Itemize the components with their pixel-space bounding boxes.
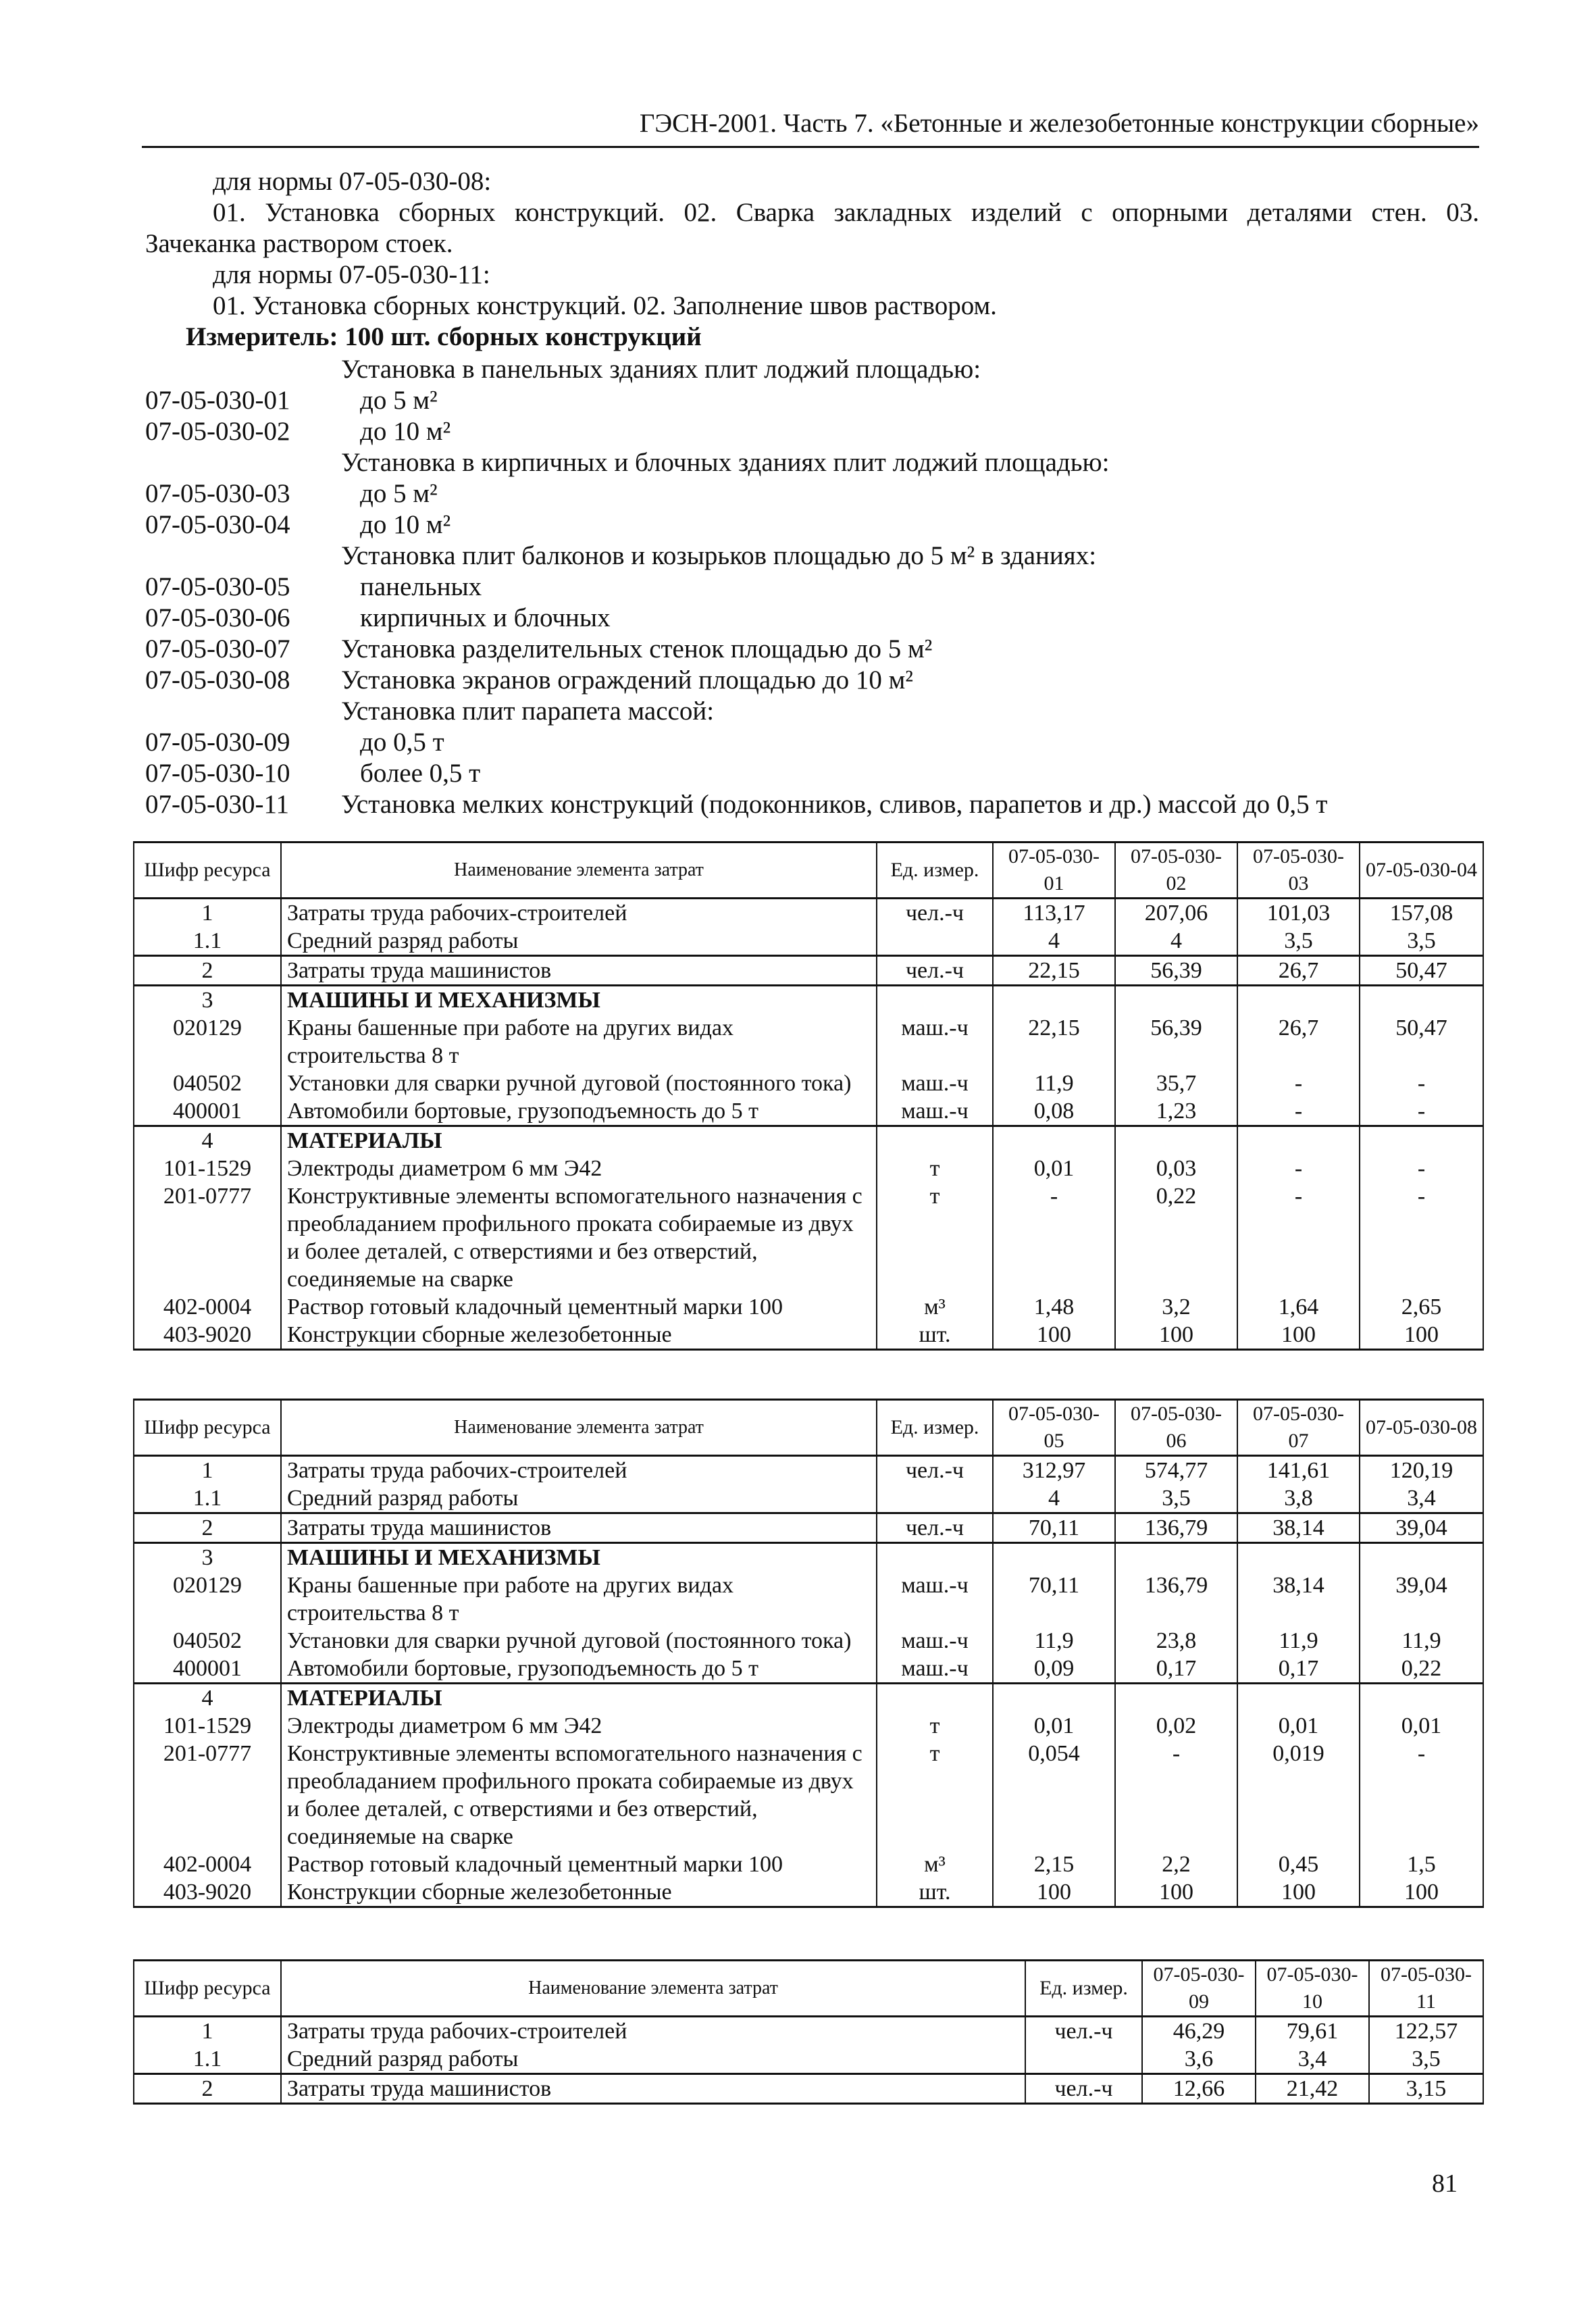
header-unit: Ед. измер. — [877, 1400, 993, 1456]
resource-code: 2 — [134, 956, 281, 986]
table-row — [134, 1571, 1483, 1627]
resource-code: 101-1529 — [134, 1712, 281, 1740]
resource-value: 312,97 — [993, 1456, 1115, 1485]
resource-code: 403-9020 — [134, 1878, 281, 1907]
norm-ref-line: для нормы 07-05-030-11: — [213, 260, 490, 289]
work-steps-continuation: Зачеканка раствором стоек. — [145, 229, 453, 258]
norm-group-title: Установка в панельных зданиях плит лоджий площадью: — [341, 355, 981, 384]
resource-value: 79,61 — [1256, 2017, 1369, 2046]
resource-name: Краны башенные при работе на других видах строительства 8 т — [281, 1014, 877, 1070]
table-row — [134, 927, 1483, 956]
resource-value — [1360, 1543, 1483, 1572]
header-norm-code: 07-05-030-07 — [1237, 1400, 1360, 1456]
norm-title: Установка разделительных стенок площадью до 5 м² — [341, 634, 933, 663]
resource-value: 100 — [1115, 1878, 1237, 1907]
resource-value: 12,66 — [1142, 2074, 1256, 2104]
resource-value: 39,04 — [1360, 1571, 1483, 1627]
resource-value — [993, 1543, 1115, 1572]
norm-row — [145, 509, 1479, 540]
norm-row — [145, 478, 1479, 509]
norm-title: Установка экранов ограждений площадью до 10 м² — [341, 665, 913, 695]
table-row — [134, 1543, 1483, 1572]
resource-value: 2,65 — [1360, 1293, 1483, 1321]
norm-code: 07-05-030-01 — [145, 386, 290, 415]
header-norm-code: 07-05-030-01 — [993, 842, 1115, 899]
resource-value: 100 — [1237, 1878, 1360, 1907]
resource-name: Электроды диаметром 6 мм Э42 — [281, 1712, 877, 1740]
resource-value: 3,5 — [1360, 927, 1483, 956]
table-row — [134, 1627, 1483, 1655]
resource-value: 1,23 — [1115, 1097, 1237, 1126]
norm-group-title: Установка плит балконов и козырьков площадью до 5 м² в зданиях: — [341, 541, 1097, 570]
norm-row — [145, 634, 1479, 665]
table-row — [134, 2074, 1483, 2104]
resource-value — [1115, 1543, 1237, 1572]
resource-value: 0,22 — [1360, 1655, 1483, 1684]
resource-value: 56,39 — [1115, 956, 1237, 986]
resource-value: 3,4 — [1360, 1484, 1483, 1513]
resource-value: 574,77 — [1115, 1456, 1237, 1485]
resource-value: - — [1360, 1740, 1483, 1851]
norm-title: до 10 м² — [360, 510, 451, 539]
resource-unit: т — [877, 1712, 993, 1740]
resource-value: 0,02 — [1115, 1712, 1237, 1740]
resource-value: 70,11 — [993, 1513, 1115, 1543]
norm-title: до 5 м² — [360, 386, 438, 415]
resource-value: 0,17 — [1237, 1655, 1360, 1684]
resource-value: 100 — [1360, 1878, 1483, 1907]
resource-code: 201-0777 — [134, 1182, 281, 1293]
resource-value: 101,03 — [1237, 899, 1360, 928]
resource-value: 1,5 — [1360, 1851, 1483, 1878]
resource-name: МАШИНЫ И МЕХАНИЗМЫ — [281, 986, 877, 1015]
resource-unit — [1025, 2045, 1142, 2074]
table-row — [134, 1321, 1483, 1350]
resource-value: 136,79 — [1115, 1513, 1237, 1543]
norm-title: до 0,5 т — [360, 728, 444, 757]
running-header: ГЭСН-2001. Часть 7. «Бетонные и железобетонные конструкции сборные» — [639, 109, 1479, 138]
resource-name: Средний разряд работы — [281, 1484, 877, 1513]
resource-name: Установки для сварки ручной дуговой (постоянного тока) — [281, 1070, 877, 1097]
resource-code: 3 — [134, 986, 281, 1015]
norm-row — [145, 696, 1479, 727]
resource-unit — [877, 1126, 993, 1155]
header-norm-code: 07-05-030-03 — [1237, 842, 1360, 899]
resource-name: Автомобили бортовые, грузоподъемность до 5 т — [281, 1097, 877, 1126]
resource-value: 3,15 — [1369, 2074, 1483, 2104]
norm-title: Установка мелких конструкций (подоконников, сливов, парапетов и др.) массой до 0,5 т — [341, 790, 1328, 819]
header-name: Наименование элемента затрат — [281, 1400, 877, 1456]
resource-value: 100 — [1115, 1321, 1237, 1350]
resource-name: Затраты труда машинистов — [281, 956, 877, 986]
resource-value: 23,8 — [1115, 1627, 1237, 1655]
resource-value: 0,01 — [993, 1155, 1115, 1182]
resource-code: 400001 — [134, 1655, 281, 1684]
resource-name: Затраты труда рабочих-строителей — [281, 1456, 877, 1485]
resource-value: 0,45 — [1237, 1851, 1360, 1878]
resource-name: Затраты труда рабочих-строителей — [281, 2017, 1025, 2046]
norm-group-title: Установка в кирпичных и блочных зданиях плит лоджий площадью: — [341, 448, 1110, 477]
measure-unit: Измеритель: 100 шт. сборных конструкций — [186, 322, 702, 351]
resource-value — [1115, 1126, 1237, 1155]
resource-value: 2,15 — [993, 1851, 1115, 1878]
resource-unit: чел.-ч — [877, 899, 993, 928]
norm-row — [145, 665, 1479, 696]
norm-row — [145, 727, 1479, 758]
resource-code: 2 — [134, 1513, 281, 1543]
norm-title: до 5 м² — [360, 479, 438, 508]
resource-value: 3,5 — [1115, 1484, 1237, 1513]
resource-code: 201-0777 — [134, 1740, 281, 1851]
resource-table-1 — [133, 841, 1484, 1351]
resource-value: - — [1115, 1740, 1237, 1851]
resource-name: МАТЕРИАЛЫ — [281, 1684, 877, 1713]
resource-value: 0,054 — [993, 1740, 1115, 1851]
resource-name: Конструкции сборные железобетонные — [281, 1321, 877, 1350]
header-code: Шифр ресурса — [134, 1961, 281, 2017]
resource-code: 1 — [134, 1456, 281, 1485]
table-row — [134, 1456, 1483, 1485]
resource-table-3 — [133, 1959, 1484, 2105]
resource-value — [1115, 986, 1237, 1015]
resource-name: Конструктивные элементы вспомогательного назначения с преобладанием профильного проката собираемые из двух и более деталей, с отверстиями и без отверстий, соединяемые на сварке — [281, 1182, 877, 1293]
resource-value: - — [1360, 1070, 1483, 1097]
resource-value: 35,7 — [1115, 1070, 1237, 1097]
resource-value: 3,8 — [1237, 1484, 1360, 1513]
norm-row — [145, 789, 1479, 820]
resource-value — [1360, 986, 1483, 1015]
header-norm-code: 07-05-030-11 — [1369, 1961, 1483, 2017]
resource-value: 1,48 — [993, 1293, 1115, 1321]
table-row — [134, 899, 1483, 928]
resource-code: 1.1 — [134, 2045, 281, 2074]
resource-code: 2 — [134, 2074, 281, 2104]
resource-value — [1115, 1684, 1237, 1713]
resource-value: - — [1360, 1155, 1483, 1182]
resource-value: 0,09 — [993, 1655, 1115, 1684]
table-row — [134, 986, 1483, 1015]
resource-value — [1360, 1684, 1483, 1713]
resource-value: 3,2 — [1115, 1293, 1237, 1321]
resource-unit: маш.-ч — [877, 1097, 993, 1126]
resource-unit: чел.-ч — [877, 1513, 993, 1543]
header-code: Шифр ресурса — [134, 1400, 281, 1456]
resource-unit: маш.-ч — [877, 1655, 993, 1684]
resource-value: 0,01 — [1237, 1712, 1360, 1740]
resource-value — [1237, 1684, 1360, 1713]
resource-name: МАШИНЫ И МЕХАНИЗМЫ — [281, 1543, 877, 1572]
norm-row — [145, 758, 1479, 789]
work-steps-line: 01. Установка сборных конструкций. 02. Заполнение швов раствором. — [213, 291, 997, 320]
resource-value: 100 — [1237, 1321, 1360, 1350]
norm-code: 07-05-030-07 — [145, 634, 290, 663]
resource-value: 21,42 — [1256, 2074, 1369, 2104]
norm-code: 07-05-030-09 — [145, 728, 290, 757]
table-row — [134, 1513, 1483, 1543]
resource-value: 4 — [993, 927, 1115, 956]
table-row — [134, 1126, 1483, 1155]
resource-value: 3,4 — [1256, 2045, 1369, 2074]
resource-unit: маш.-ч — [877, 1014, 993, 1070]
norm-code: 07-05-030-11 — [145, 790, 290, 819]
resource-value: 157,08 — [1360, 899, 1483, 928]
resource-value: 11,9 — [1237, 1627, 1360, 1655]
resource-value: 50,47 — [1360, 1014, 1483, 1070]
resource-value — [1237, 986, 1360, 1015]
norm-code: 07-05-030-02 — [145, 417, 290, 446]
work-composition — [145, 166, 1479, 353]
resource-table-2 — [133, 1399, 1484, 1908]
resource-unit — [877, 1684, 993, 1713]
resource-value: 100 — [993, 1878, 1115, 1907]
norm-group-title: Установка плит парапета массой: — [341, 697, 715, 726]
header-rule — [142, 146, 1479, 148]
resource-value: 100 — [993, 1321, 1115, 1350]
norm-row — [145, 447, 1479, 478]
table-row — [134, 1712, 1483, 1740]
header-name: Наименование элемента затрат — [281, 842, 877, 899]
resource-value: 100 — [1360, 1321, 1483, 1350]
table-row — [134, 1878, 1483, 1907]
resource-value: 113,17 — [993, 899, 1115, 928]
resource-value: - — [1237, 1070, 1360, 1097]
table-row — [134, 1684, 1483, 1713]
norm-code: 07-05-030-04 — [145, 510, 290, 539]
table-row — [134, 1655, 1483, 1684]
norm-row — [145, 572, 1479, 603]
norm-row — [145, 603, 1479, 634]
resource-code: 400001 — [134, 1097, 281, 1126]
resource-code: 040502 — [134, 1627, 281, 1655]
resource-value: 3,5 — [1369, 2045, 1483, 2074]
resource-code: 3 — [134, 1543, 281, 1572]
norm-title: кирпичных и блочных — [360, 603, 611, 632]
norm-title: панельных — [360, 572, 482, 601]
resource-unit: шт. — [877, 1321, 993, 1350]
table-row — [134, 1182, 1483, 1293]
resource-name: Средний разряд работы — [281, 2045, 1025, 2074]
page-number: 81 — [1432, 2169, 1458, 2198]
resource-value: 26,7 — [1237, 956, 1360, 986]
resource-unit: м³ — [877, 1851, 993, 1878]
resource-unit: маш.-ч — [877, 1070, 993, 1097]
header-norm-code: 07-05-030-02 — [1115, 842, 1237, 899]
header-norm-code: 07-05-030-04 — [1360, 842, 1483, 899]
resource-value: 11,9 — [1360, 1627, 1483, 1655]
norm-title: до 10 м² — [360, 417, 451, 446]
table-row — [134, 2045, 1483, 2074]
resource-value: 50,47 — [1360, 956, 1483, 986]
norm-row — [145, 540, 1479, 572]
table-header-row — [134, 842, 1483, 899]
resource-value — [993, 986, 1115, 1015]
resource-code: 1 — [134, 2017, 281, 2046]
resource-value: 0,03 — [1115, 1155, 1237, 1182]
resource-code: 020129 — [134, 1014, 281, 1070]
resource-value: 3,6 — [1142, 2045, 1256, 2074]
header-norm-code: 07-05-030-10 — [1256, 1961, 1369, 2017]
resource-code: 040502 — [134, 1070, 281, 1097]
table-row — [134, 1014, 1483, 1070]
resource-unit: маш.-ч — [877, 1627, 993, 1655]
resource-name: Электроды диаметром 6 мм Э42 — [281, 1155, 877, 1182]
resource-unit — [877, 1543, 993, 1572]
resource-unit: чел.-ч — [877, 1456, 993, 1485]
resource-code: 402-0004 — [134, 1851, 281, 1878]
header-name: Наименование элемента затрат — [281, 1961, 1025, 2017]
header-unit: Ед. измер. — [1025, 1961, 1142, 2017]
resource-unit: чел.-ч — [1025, 2074, 1142, 2104]
resource-unit: т — [877, 1740, 993, 1851]
resource-value — [993, 1684, 1115, 1713]
norm-list — [145, 354, 1479, 820]
table-row — [134, 956, 1483, 986]
resource-value: - — [1237, 1097, 1360, 1126]
resource-value: - — [993, 1182, 1115, 1293]
resource-name: Краны башенные при работе на других видах строительства 8 т — [281, 1571, 877, 1627]
norm-title: более 0,5 т — [360, 759, 481, 788]
resource-name: Затраты труда машинистов — [281, 1513, 877, 1543]
resource-unit: маш.-ч — [877, 1571, 993, 1627]
resource-value: 120,19 — [1360, 1456, 1483, 1485]
resource-value: 11,9 — [993, 1070, 1115, 1097]
resource-value: - — [1237, 1182, 1360, 1293]
resource-value: - — [1360, 1097, 1483, 1126]
norm-row — [145, 354, 1479, 385]
resource-code: 1 — [134, 899, 281, 928]
resource-name: Конструкции сборные железобетонные — [281, 1878, 877, 1907]
table-row — [134, 1155, 1483, 1182]
resource-name: Автомобили бортовые, грузоподъемность до 5 т — [281, 1655, 877, 1684]
resource-value: 0,08 — [993, 1097, 1115, 1126]
resource-value: 26,7 — [1237, 1014, 1360, 1070]
resource-value: 38,14 — [1237, 1571, 1360, 1627]
header-unit: Ед. измер. — [877, 842, 993, 899]
resource-name: Конструктивные элементы вспомогательного назначения с преобладанием профильного проката собираемые из двух и более деталей, с отверстиями и без отверстий, соединяемые на сварке — [281, 1740, 877, 1851]
table-row — [134, 1740, 1483, 1851]
norm-row — [145, 385, 1479, 416]
resource-value: 11,9 — [993, 1627, 1115, 1655]
resource-value: 46,29 — [1142, 2017, 1256, 2046]
resource-unit: м³ — [877, 1293, 993, 1321]
resource-value: 207,06 — [1115, 899, 1237, 928]
norm-code: 07-05-030-08 — [145, 665, 290, 695]
resource-name: Затраты труда рабочих-строителей — [281, 899, 877, 928]
resource-name: МАТЕРИАЛЫ — [281, 1126, 877, 1155]
resource-name: Средний разряд работы — [281, 927, 877, 956]
resource-code: 020129 — [134, 1571, 281, 1627]
resource-value: 136,79 — [1115, 1571, 1237, 1627]
header-norm-code: 07-05-030-09 — [1142, 1961, 1256, 2017]
resource-code: 402-0004 — [134, 1293, 281, 1321]
resource-unit: чел.-ч — [1025, 2017, 1142, 2046]
resource-code: 101-1529 — [134, 1155, 281, 1182]
norm-row — [145, 416, 1479, 447]
norm-code: 07-05-030-03 — [145, 479, 290, 508]
resource-value — [1360, 1126, 1483, 1155]
header-norm-code: 07-05-030-05 — [993, 1400, 1115, 1456]
resource-value: 0,01 — [1360, 1712, 1483, 1740]
resource-value — [1237, 1126, 1360, 1155]
resource-unit: шт. — [877, 1878, 993, 1907]
resource-value: 122,57 — [1369, 2017, 1483, 2046]
table-row — [134, 1070, 1483, 1097]
table-header-row — [134, 1961, 1483, 2017]
resource-value: 2,2 — [1115, 1851, 1237, 1878]
table-row — [134, 1851, 1483, 1878]
norm-ref-line: для нормы 07-05-030-08: — [213, 167, 492, 196]
resource-value: 38,14 — [1237, 1513, 1360, 1543]
norm-code: 07-05-030-05 — [145, 572, 290, 601]
resource-value: 141,61 — [1237, 1456, 1360, 1485]
resource-code: 403-9020 — [134, 1321, 281, 1350]
resource-unit — [877, 927, 993, 956]
table-row — [134, 1097, 1483, 1126]
resource-name: Раствор готовый кладочный цементный марки 100 — [281, 1293, 877, 1321]
resource-code: 1.1 — [134, 927, 281, 956]
resource-name: Раствор готовый кладочный цементный марки 100 — [281, 1851, 877, 1878]
resource-value: 0,22 — [1115, 1182, 1237, 1293]
header-norm-code: 07-05-030-08 — [1360, 1400, 1483, 1456]
header-norm-code: 07-05-030-06 — [1115, 1400, 1237, 1456]
resource-value: 22,15 — [993, 956, 1115, 986]
table-header-row — [134, 1400, 1483, 1456]
resource-value: 0,17 — [1115, 1655, 1237, 1684]
resource-value: 3,5 — [1237, 927, 1360, 956]
table-row — [134, 1293, 1483, 1321]
norm-code: 07-05-030-06 — [145, 603, 290, 632]
resource-unit: т — [877, 1155, 993, 1182]
resource-name: Затраты труда машинистов — [281, 2074, 1025, 2104]
header-code: Шифр ресурса — [134, 842, 281, 899]
table-row — [134, 1484, 1483, 1513]
resource-code: 4 — [134, 1126, 281, 1155]
resource-value: 0,019 — [1237, 1740, 1360, 1851]
resource-unit: т — [877, 1182, 993, 1293]
work-steps-line: 01. Установка сборных конструкций. 02. Сварка закладных изделий с опорными деталями стен. 03. — [213, 198, 1479, 227]
resource-value: - — [1237, 1155, 1360, 1182]
resource-value: - — [1360, 1182, 1483, 1293]
resource-unit — [877, 986, 993, 1015]
resource-value: 0,01 — [993, 1712, 1115, 1740]
resource-value: 56,39 — [1115, 1014, 1237, 1070]
resource-name: Установки для сварки ручной дуговой (постоянного тока) — [281, 1627, 877, 1655]
table-row — [134, 2017, 1483, 2046]
resource-value: 4 — [993, 1484, 1115, 1513]
resource-unit — [877, 1484, 993, 1513]
resource-unit: чел.-ч — [877, 956, 993, 986]
resource-value — [993, 1126, 1115, 1155]
resource-value — [1237, 1543, 1360, 1572]
resource-value: 22,15 — [993, 1014, 1115, 1070]
resource-value: 1,64 — [1237, 1293, 1360, 1321]
resource-code: 4 — [134, 1684, 281, 1713]
resource-value: 39,04 — [1360, 1513, 1483, 1543]
resource-value: 70,11 — [993, 1571, 1115, 1627]
resource-value: 4 — [1115, 927, 1237, 956]
norm-code: 07-05-030-10 — [145, 759, 290, 788]
resource-code: 1.1 — [134, 1484, 281, 1513]
